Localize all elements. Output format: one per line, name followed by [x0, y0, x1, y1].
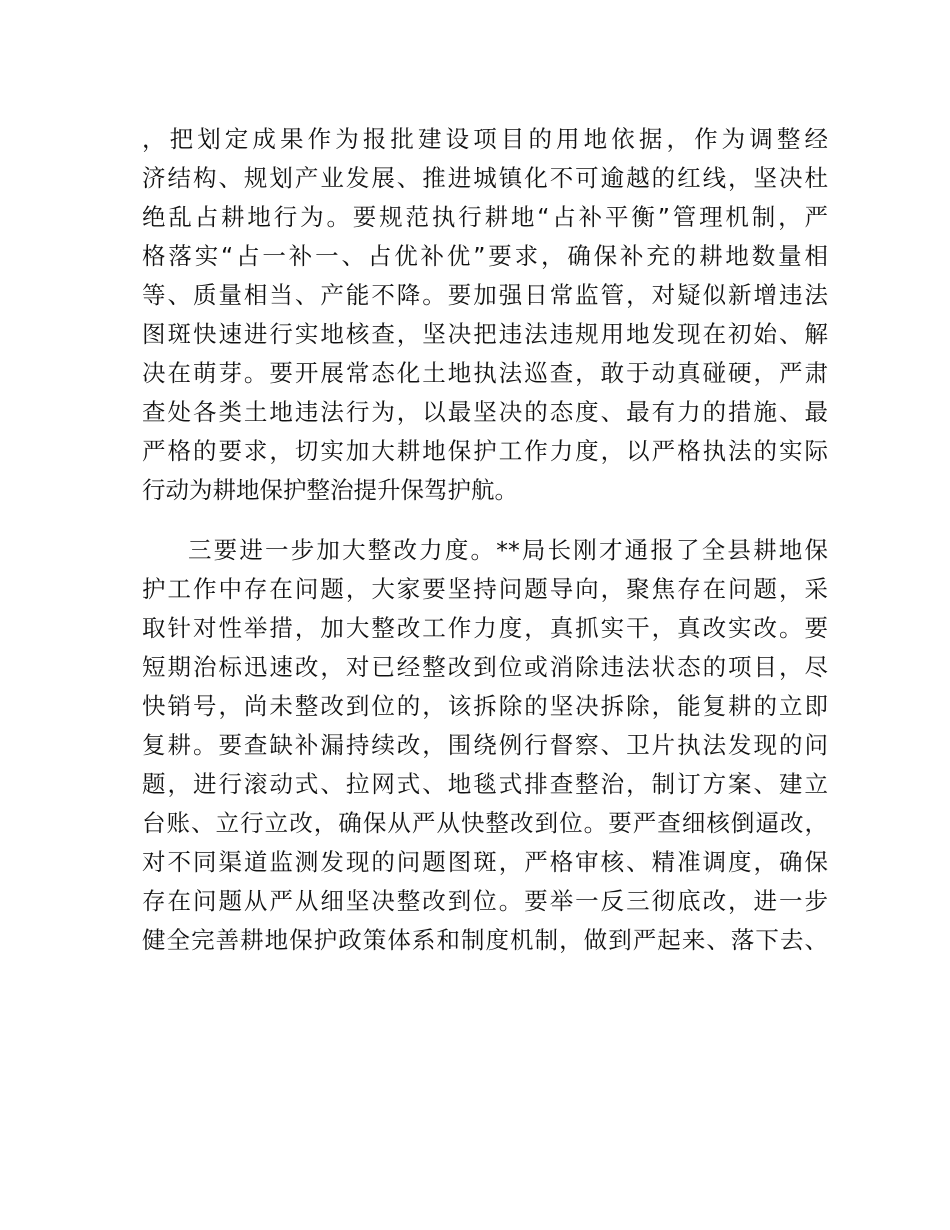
text-line: 台账、立行立改，确保从严从快整改到位。要严查细核倒逼改，: [142, 809, 828, 837]
text-line: 查处各类土地违法行为，以最坚决的态度、最有力的措施、最: [142, 398, 828, 426]
text-line: 健全完善耕地保护政策体系和制度机制，做到严起来、落下去、: [142, 926, 828, 954]
text-line: 格落实“占一补一、占优补优”要求，确保补充的耕地数量相: [142, 242, 828, 270]
text-line: 决在萌芽。要开展常态化土地执法巡查，敢于动真碰硬，严肃: [142, 359, 828, 387]
text-line: 对不同渠道监测发现的问题图斑，严格审核、精准调度，确保: [142, 848, 828, 876]
text-line: 取针对性举措，加大整改工作力度，真抓实干，真改实改。要: [142, 614, 828, 642]
text-line: 复耕。要查缺补漏持续改，围绕例行督察、卫片执法发现的问: [142, 731, 828, 759]
paragraph-rectification-efforts: [142, 531, 828, 960]
text-line: 短期治标迅速改，对已经整改到位或消除违法状态的项目，尽: [142, 653, 828, 681]
text-line: 护工作中存在问题，大家要坚持问题导向，聚焦存在问题，采: [142, 575, 828, 603]
text-line: 严格的要求，切实加大耕地保护工作力度，以严格执法的实际: [142, 437, 828, 465]
text-line: 绝乱占耕地行为。要规范执行耕地“占补平衡”管理机制，严: [142, 203, 828, 231]
paragraph-farmland-protection-enforcement: [142, 120, 828, 510]
text-line: ，把划定成果作为报批建设项目的用地依据，作为调整经: [142, 125, 828, 153]
text-line: 快销号，尚未整改到位的，该拆除的坚决拆除，能复耕的立即: [142, 692, 828, 720]
text-line: 存在问题从严从细坚决整改到位。要举一反三彻底改，进一步: [142, 887, 828, 915]
text-line: 济结构、规划产业发展、推进城镇化不可逾越的红线，坚决杜: [142, 164, 828, 192]
text-line: 图斑快速进行实地核查，坚决把违法违规用地发现在初始、解: [142, 320, 828, 348]
text-line: 行动为耕地保护整治提升保驾护航。: [142, 476, 518, 504]
text-line: 等、质量相当、产能不降。要加强日常监管，对疑似新增违法: [142, 281, 828, 309]
text-line: 三要进一步加大整改力度。**局长刚才通报了全县耕地保: [188, 536, 828, 564]
text-line: 题，进行滚动式、拉网式、地毯式排查整治，制订方案、建立: [142, 770, 828, 798]
